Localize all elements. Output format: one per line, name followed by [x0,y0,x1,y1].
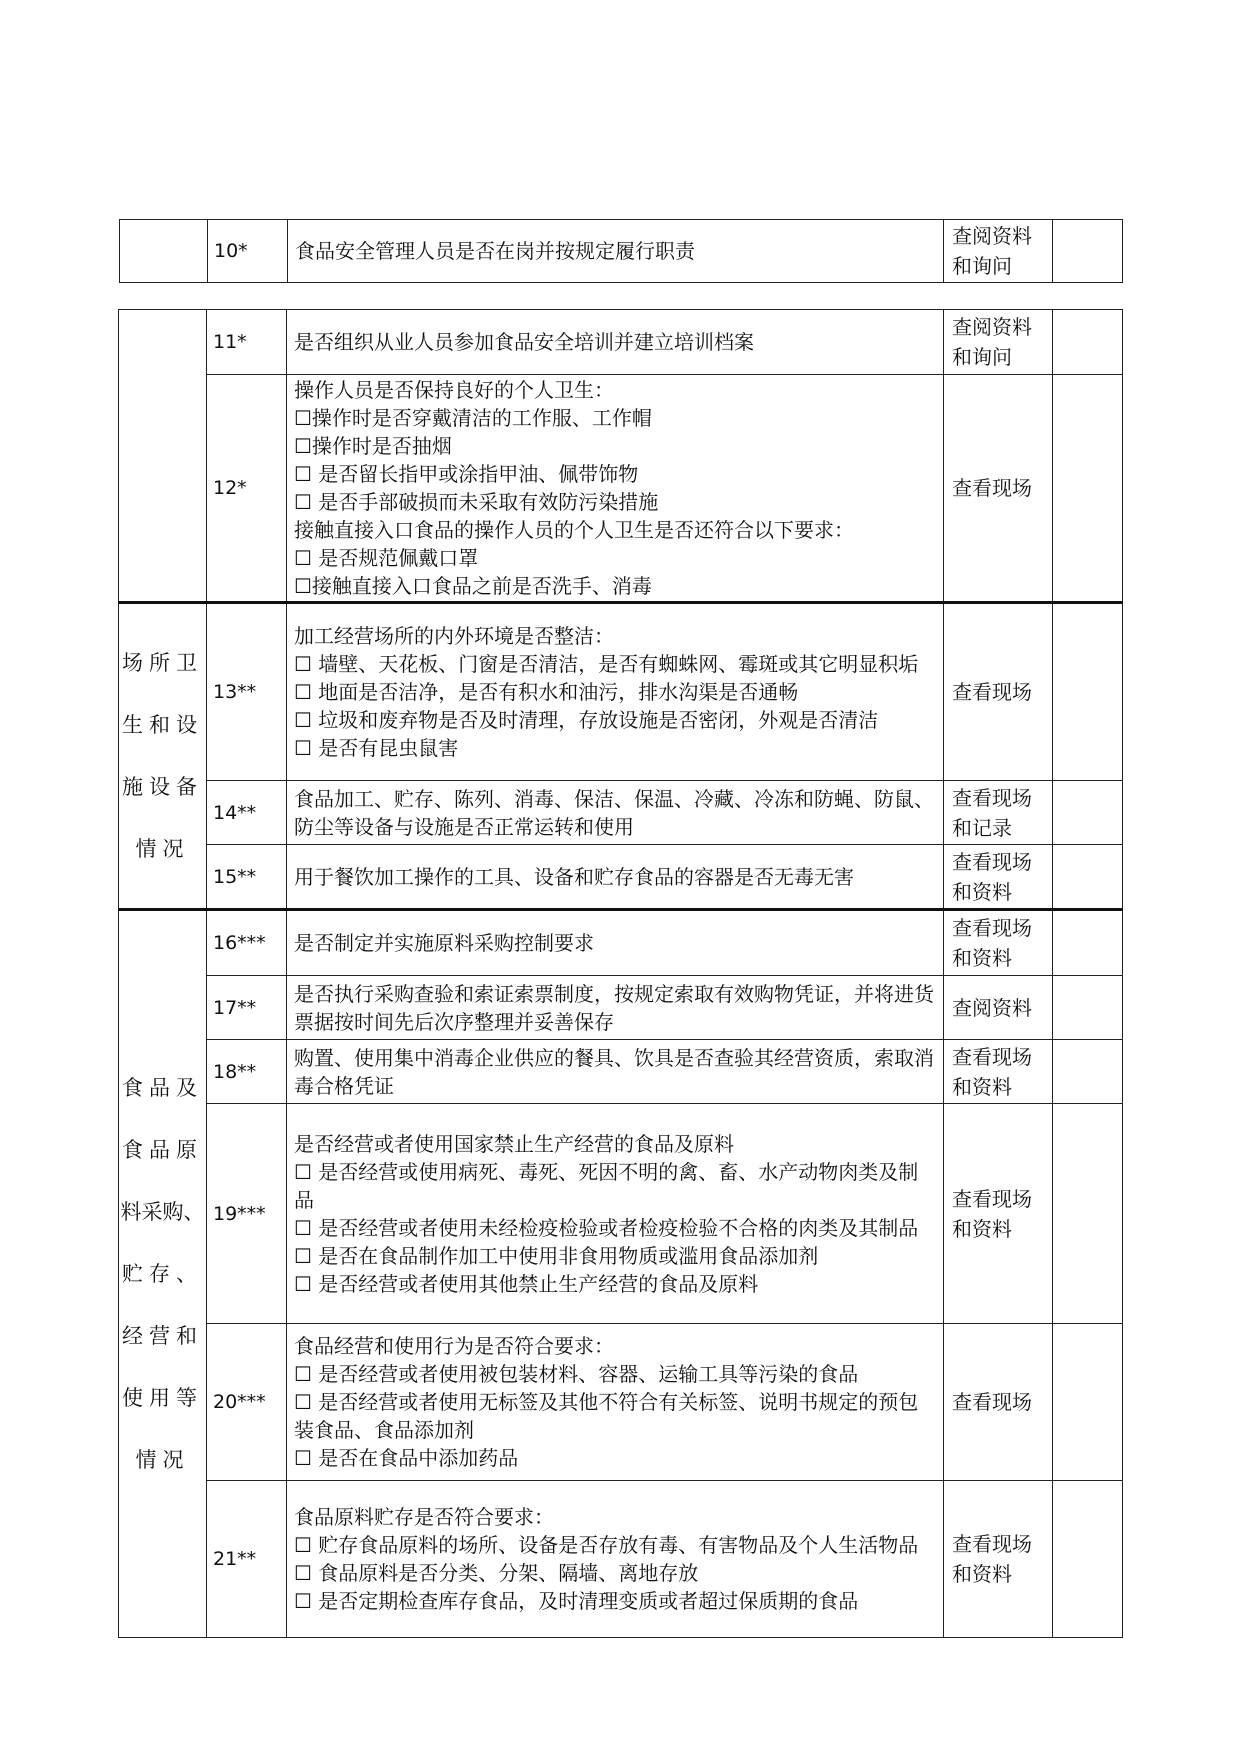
table-row [119,375,1123,603]
result-cell [1053,375,1123,603]
item-number: 15** [207,845,287,910]
checkbox-item: ☐ 是否经营或者使用被包装材料、容器、运输工具等污染的食品 [294,1362,859,1386]
inspection-method [944,845,1053,910]
inspection-method [944,1040,1053,1104]
category-label: 场所卫 [122,651,203,675]
method-line: 查看现场 [952,680,1032,704]
item-number: 10* [208,220,288,283]
checkbox-item: ☐操作时是否抽烟 [294,434,452,458]
result-cell [1053,220,1123,283]
method-line: 查看现场 [952,1532,1032,1556]
inspection-method [944,1324,1053,1481]
result-cell [1053,781,1123,845]
item-number: 19*** [207,1104,287,1324]
item-number: 13** [207,603,287,781]
checkbox-item: ☐ 是否有昆虫鼠害 [294,736,459,760]
checkbox-item: ☐ 是否经营或者使用无标签及其他不符合有关标签、说明书规定的预包装食品、食品添加剂 [294,1390,919,1442]
inspection-method [944,910,1053,976]
method-line: 查阅资料 [952,995,1032,1020]
inspection-method [944,310,1053,375]
item-content [287,781,944,845]
table-row [119,1040,1123,1104]
result-cell [1053,1040,1123,1104]
content-line: 是否制定并实施原料采购控制要求 [294,931,594,955]
content-line: 接触直接入口食品的操作人员的个人卫生是否还符合以下要求： [294,518,854,542]
inspection-table-continued [119,219,1123,283]
table-row [119,1324,1123,1481]
category-cell [119,310,207,603]
category-cell [119,910,207,1638]
item-number: 21** [207,1481,287,1638]
item-content [287,1324,944,1481]
result-cell [1053,603,1123,781]
checkbox-item: ☐ 是否经营或者使用未经检疫检验或者检疫检验不合格的肉类及其制品 [294,1215,919,1240]
method-line: 和询问 [952,254,1012,278]
table-row [119,310,1123,375]
category-label: 情况 [135,1448,190,1472]
result-cell [1053,310,1123,375]
checkbox-item: ☐ 是否规范佩戴口罩 [294,546,479,570]
checkbox-item: ☐ 是否经营或使用病死、毒死、死因不明的禽、畜、水产动物肉类及制品 [294,1159,919,1212]
method-line: 查看现场 [952,849,1032,874]
table-row [119,1104,1123,1324]
checkbox-item: ☐ 贮存食品原料的场所、设备是否存放有毒、有害物品及个人生活物品 [294,1533,919,1557]
method-line: 查看现场 [952,1390,1032,1414]
result-cell [1053,1104,1123,1324]
item-content [288,220,944,283]
table-row [119,845,1123,910]
category-label: 食品及 [122,1076,203,1100]
item-number: 17** [207,976,287,1040]
checkbox-item: ☐ 是否经营或者使用其他禁止生产经营的食品及原料 [294,1271,759,1296]
content-line: 是否执行采购查验和索证索票制度，按规定索取有效购物凭证，并将进货票据按时间先后次序整理并妥善保存 [294,981,934,1034]
method-line: 和资料 [952,1074,1012,1099]
checkbox-item: ☐ 食品原料是否分类、分架、隔墙、离地存放 [294,1561,699,1585]
category-label: 生和设 [122,713,203,737]
method-line: 查看现场 [952,476,1032,500]
table-row [119,603,1123,781]
method-line: 查看现场 [952,916,1032,940]
inspection-method [944,1104,1053,1324]
table-row [119,976,1123,1040]
inspection-method [944,603,1053,781]
category-label: 情况 [135,837,190,861]
method-line: 查看现场 [952,1186,1032,1211]
item-number: 16*** [207,910,287,976]
content-line: 食品加工、贮存、陈列、消毒、保洁、保温、冷藏、冷冻和防蝇、防鼠、防尘等设备与设施是否正常运转和使用 [294,786,934,839]
table-row [119,910,1123,976]
method-line: 查阅资料 [952,315,1032,339]
checkbox-item: ☐ 是否定期检查库存食品，及时清理变质或者超过保质期的食品 [294,1589,859,1613]
content-line: 是否经营或者使用国家禁止生产经营的食品及原料 [294,1131,734,1156]
result-cell [1053,845,1123,910]
category-label: 料采购、 [120,1200,205,1224]
category-label: 经营和 [122,1324,203,1348]
table-row [119,781,1123,845]
item-content [287,310,944,375]
method-line: 查阅资料 [952,224,1032,248]
content-line: 食品经营和使用行为是否符合要求： [294,1334,614,1358]
inspection-method [944,1481,1053,1638]
item-number: 12* [207,375,287,603]
method-line: 和记录 [952,815,1012,840]
category-cell [119,603,207,910]
category-label: 食品原 [122,1138,203,1162]
checkbox-item: ☐操作时是否穿戴清洁的工作服、工作帽 [294,406,652,430]
item-content [287,1104,944,1324]
content-line: 加工经营场所的内外环境是否整洁： [294,624,614,648]
method-line: 和询问 [952,345,1012,369]
content-line: 操作人员是否保持良好的个人卫生： [294,378,614,402]
category-label: 施设备 [122,775,203,799]
content-line: 食品原料贮存是否符合要求： [294,1505,554,1529]
item-content [287,845,944,910]
inspection-method [944,220,1053,283]
checkbox-item: ☐ 是否在食品制作加工中使用非食用物质或滥用食品添加剂 [294,1243,819,1268]
table-row [119,1481,1123,1638]
inspection-table [118,309,1123,1638]
item-content [287,375,944,603]
checkbox-item: ☐ 是否在食品中添加药品 [294,1446,519,1470]
checkbox-item: ☐ 是否手部破损而未采取有效防污染措施 [294,490,659,514]
result-cell [1053,1324,1123,1481]
result-cell [1053,910,1123,976]
inspection-method [944,375,1053,603]
item-number: 18** [207,1040,287,1104]
checkbox-item: ☐ 垃圾和废弃物是否及时清理，存放设施是否密闭，外观是否清洁 [294,708,879,732]
item-content [287,910,944,976]
content-line: 用于餐饮加工操作的工具、设备和贮存食品的容器是否无毒无害 [294,864,854,889]
checkbox-item: ☐ 是否留长指甲或涂指甲油、佩带饰物 [294,462,639,486]
method-line: 查看现场 [952,1044,1032,1069]
result-cell [1053,976,1123,1040]
checkbox-item: ☐ 墙壁、天花板、门窗是否清洁，是否有蜘蛛网、霉斑或其它明显积垢 [294,652,919,676]
content-line: 是否组织从业人员参加食品安全培训并建立培训档案 [294,330,754,354]
category-label: 使用等 [122,1386,203,1410]
method-line: 和资料 [952,1216,1012,1241]
item-content [287,976,944,1040]
method-line: 和资料 [952,1562,1012,1586]
item-content [287,603,944,781]
item-content [287,1040,944,1104]
result-cell [1053,1481,1123,1638]
checkbox-item: ☐ 地面是否洁净，是否有积水和油污，排水沟渠是否通畅 [294,680,799,704]
checkbox-item: ☐接触直接入口食品之前是否洗手、消毒 [294,574,652,598]
method-line: 和资料 [952,946,1012,970]
inspection-method [944,781,1053,845]
content-line: 购置、使用集中消毒企业供应的餐具、饮具是否查验其经营资质，索取消毒合格凭证 [294,1045,934,1098]
item-number: 14** [207,781,287,845]
table-row [120,220,1123,283]
category-cell [120,220,208,283]
item-number: 20*** [207,1324,287,1481]
item-content [287,1481,944,1638]
content-line: 食品安全管理人员是否在岗并按规定履行职责 [295,239,695,263]
item-number: 11* [207,310,287,375]
inspection-method [944,976,1053,1040]
method-line: 查看现场 [952,785,1032,810]
category-label: 贮存、 [122,1262,203,1286]
method-line: 和资料 [952,879,1012,904]
